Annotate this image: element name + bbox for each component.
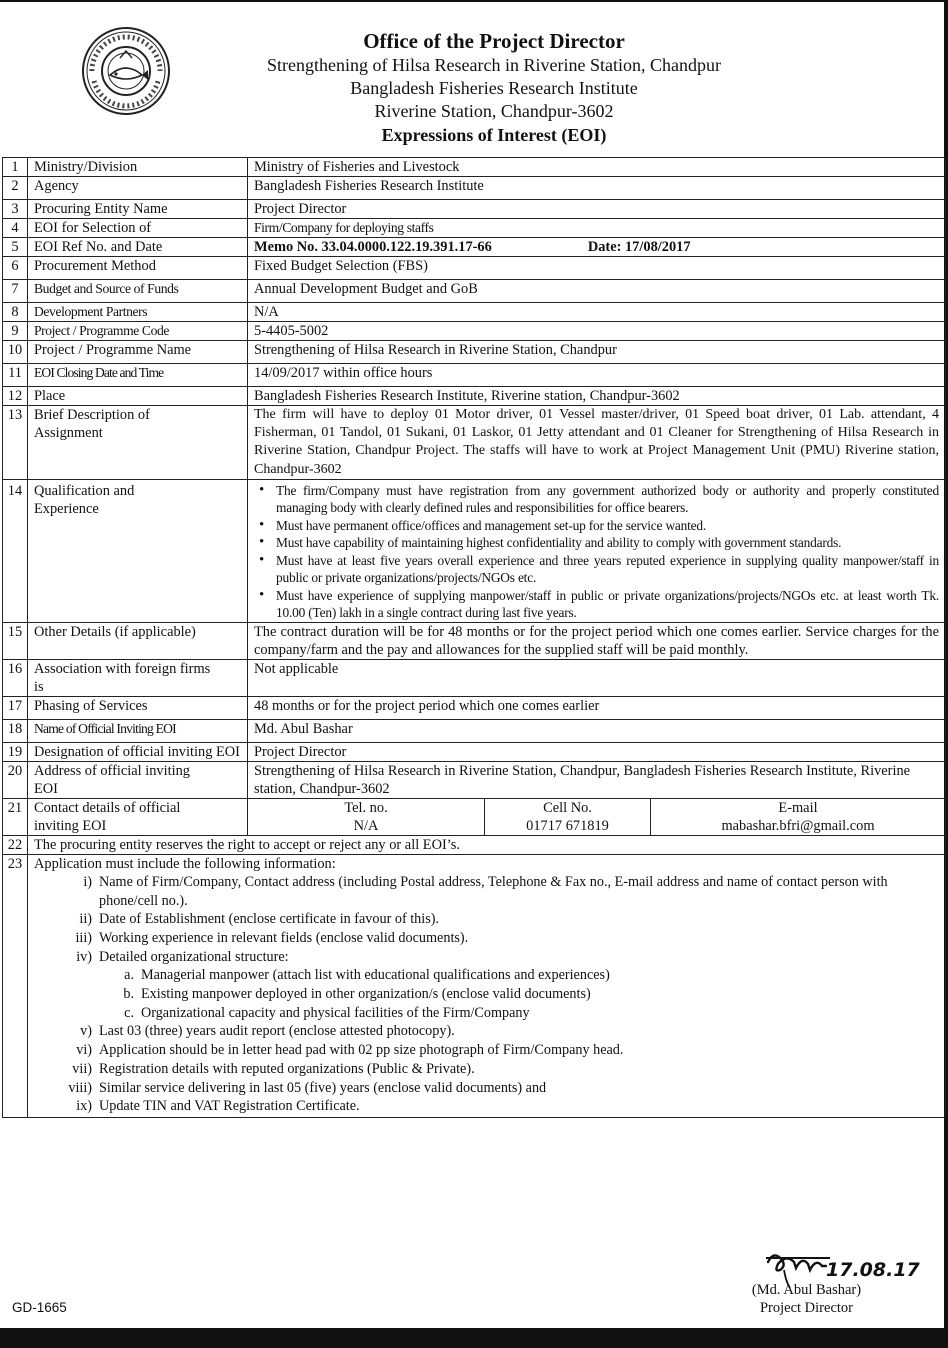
memo-date: Date: 17/08/2017 bbox=[587, 239, 691, 255]
row-value: Firm/Company for deploying staffs bbox=[248, 219, 946, 238]
table-row bbox=[3, 158, 946, 177]
row-value: Project Director bbox=[248, 200, 946, 219]
list-item: iv) Detailed organizational structure: a. Managerial manpower (attach list with educational qualifications and experiences) b. Existing manpower deployed in other organization/s (enclose valid documents) c. Organizational capacity and physical facilities of the Firm/Company bbox=[34, 948, 939, 1023]
row-value: Annual Development Budget and GoB bbox=[248, 280, 946, 303]
row-value: Not applicable bbox=[248, 659, 946, 696]
row-label: Association with foreign firms is bbox=[28, 659, 248, 696]
table-row bbox=[3, 177, 946, 200]
row-number: 9 bbox=[3, 322, 28, 341]
table-row bbox=[3, 280, 946, 303]
table-row bbox=[3, 659, 946, 696]
table-row bbox=[3, 742, 946, 761]
contact-grid bbox=[248, 799, 945, 835]
structure-sublist bbox=[99, 966, 939, 1022]
project-name: Strengthening of Hilsa Research in Riverine Station, Chandpur bbox=[267, 55, 721, 75]
row-value: Bangladesh Fisheries Research Institute bbox=[248, 177, 946, 200]
row-number: 1 bbox=[3, 158, 28, 177]
email-heading: E-mail bbox=[778, 799, 818, 816]
list-item: viii) Similar service delivering in last 05 (five) years (enclose valid documents) and bbox=[68, 1079, 547, 1096]
row-label: Phasing of Services bbox=[28, 696, 248, 719]
cell-value: 01717 671819 bbox=[526, 817, 609, 834]
row-value: The procuring entity reserves the right to accept or reject any or all EOI’s. bbox=[28, 835, 946, 854]
row-number: 6 bbox=[3, 257, 28, 280]
list-item: • Must have experience of supplying manpower/staff in public or private organizations/projects/NGOs etc. at least worth Tk. 10.00 (Ten) lakh in a single contract during last five years. bbox=[276, 587, 939, 622]
row-label: EOI Closing Date and Time bbox=[28, 364, 248, 387]
signatory bbox=[744, 1281, 869, 1317]
row-number: 3 bbox=[3, 200, 28, 219]
list-item: b. Existing manpower deployed in other organization/s (enclose valid documents) bbox=[123, 986, 591, 1003]
row-value: Project Director bbox=[248, 742, 946, 761]
row-label: Contact details of official inviting EOI bbox=[28, 798, 248, 835]
row-number: 16 bbox=[3, 659, 28, 696]
institute-name: Bangladesh Fisheries Research Institute bbox=[350, 78, 638, 98]
row-number: 23 bbox=[3, 854, 28, 1117]
requirements-list bbox=[34, 873, 939, 1116]
memo-number: Memo No. 33.04.0000.122.19.391.17-66 bbox=[254, 239, 492, 255]
row-value bbox=[248, 479, 946, 622]
signatory-name: (Md. Abul Bashar) bbox=[751, 1282, 862, 1298]
table-row bbox=[3, 719, 946, 742]
document-title: Expressions of Interest (EOI) bbox=[381, 125, 607, 145]
row-label: Address of official inviting EOI bbox=[28, 761, 248, 798]
list-item: iii) Working experience in relevant fields (enclose valid documents). bbox=[75, 929, 469, 946]
row-value: N/A bbox=[248, 303, 946, 322]
table-row bbox=[3, 303, 946, 322]
row-value: Fixed Budget Selection (FBS) bbox=[248, 257, 946, 280]
table-row bbox=[3, 322, 946, 341]
list-item: • The firm/Company must have registration from any government authorized body or authority and properly constituted managing body with clearly defined rules and responsibilities for office bearers. bbox=[276, 482, 939, 517]
row-number: 13 bbox=[3, 406, 28, 480]
table-row bbox=[3, 257, 946, 280]
row-label: Name of Official Inviting EOI bbox=[28, 719, 248, 742]
row-value: Strengthening of Hilsa Research in Riverine Station, Chandpur bbox=[248, 341, 946, 364]
table-row bbox=[3, 854, 946, 1117]
table-row bbox=[3, 200, 946, 219]
row-label: Project / Programme Name bbox=[28, 341, 248, 364]
table-row bbox=[3, 761, 946, 798]
row-number: 5 bbox=[3, 238, 28, 257]
list-item: a. Managerial manpower (attach list with educational qualifications and experiences) bbox=[124, 967, 610, 984]
row-number: 17 bbox=[3, 696, 28, 719]
row-value: The contract duration will be for 48 months or for the project period which one comes earlier. Service charges for the company/farm and the pay and allowances for the supplied staff will be paid monthly. bbox=[248, 622, 946, 659]
table-row bbox=[3, 219, 946, 238]
row-number: 18 bbox=[3, 719, 28, 742]
row-value: 48 months or for the project period which one comes earlier bbox=[248, 696, 946, 719]
tel-value: N/A bbox=[353, 817, 379, 834]
row-label: Designation of official inviting EOI bbox=[28, 742, 248, 761]
qualification-list bbox=[254, 482, 939, 622]
table-row bbox=[3, 622, 946, 659]
tel-heading: Tel. no. bbox=[344, 799, 388, 816]
row-value: 14/09/2017 within office hours bbox=[248, 364, 946, 387]
row-label: Agency bbox=[28, 177, 248, 200]
contact-email bbox=[651, 799, 945, 835]
list-item: • Must have capability of maintaining highest confidentiality and ability to comply with government standards. bbox=[276, 534, 939, 552]
page-edge bbox=[0, 0, 948, 2]
row-number: 14 bbox=[3, 479, 28, 622]
row-label: Qualification and Experience bbox=[28, 479, 248, 622]
list-item: v) Last 03 (three) years audit report (enclose attested photocopy). bbox=[80, 1023, 455, 1040]
list-item: i) Name of Firm/Company, Contact address (including Postal address, Telephone & Fax no., E-mail address and name of contact person with phone/cell no.). bbox=[83, 873, 888, 909]
office-title: Office of the Project Director bbox=[363, 29, 625, 53]
row-label: Budget and Source of Funds bbox=[28, 280, 248, 303]
table-row bbox=[3, 835, 946, 854]
row-label: Project / Programme Code bbox=[28, 322, 248, 341]
row-label: Place bbox=[28, 387, 248, 406]
contact-cell bbox=[485, 799, 651, 835]
signature-date: 17.08.17 bbox=[826, 1259, 920, 1281]
row-label: Ministry/Division bbox=[28, 158, 248, 177]
gd-code: GD-1665 bbox=[12, 1300, 67, 1315]
row-number: 19 bbox=[3, 742, 28, 761]
list-item: vii) Registration details with reputed organizations (Public & Private). bbox=[72, 1060, 475, 1077]
document-header bbox=[0, 28, 948, 147]
cell-heading: Cell No. bbox=[543, 799, 592, 816]
row-value: The firm will have to deploy 01 Motor driver, 01 Vessel master/driver, 01 Speed boat driver, 01 Lab. attendant, 4 Fisherman, 01 Tandol, 01 Sukani, 01 Laskor, 01 Jetty attendant and 01 Cleaner for Strengthening of Hilsa Research in Riverine Station, Chandpur Project. The staffs will have to work at Project Management Unit (PMU) Riverine station, Chandpur-3602 bbox=[248, 406, 946, 480]
row-number: 10 bbox=[3, 341, 28, 364]
list-item: • Must have at least five years overall experience and three years reputed experience in supplying quality manpower/staff in public or private organizations/projects/NGOs etc. bbox=[276, 552, 939, 587]
row-number: 11 bbox=[3, 364, 28, 387]
row-value: Md. Abul Bashar bbox=[248, 719, 946, 742]
row-number: 20 bbox=[3, 761, 28, 798]
row-value: Strengthening of Hilsa Research in Riverine Station, Chandpur, Bangladesh Fisheries Research Institute, Riverine station, Chandpur-3602 bbox=[248, 761, 946, 798]
row-number: 8 bbox=[3, 303, 28, 322]
row-number: 4 bbox=[3, 219, 28, 238]
signatory-title: Project Director bbox=[759, 1300, 853, 1316]
list-item: c. Organizational capacity and physical facilities of the Firm/Company bbox=[124, 1004, 530, 1021]
row-value bbox=[248, 238, 946, 257]
row-number: 22 bbox=[3, 835, 28, 854]
table-row bbox=[3, 798, 946, 835]
eoi-table bbox=[2, 157, 946, 1118]
email-value: mabashar.bfri@gmail.com bbox=[721, 817, 875, 834]
table-row bbox=[3, 238, 946, 257]
contact-tel bbox=[248, 799, 485, 835]
row-label: Procuring Entity Name bbox=[28, 200, 248, 219]
list-item: ii) Date of Establishment (enclose certificate in favour of this). bbox=[79, 911, 439, 928]
office-address: Riverine Station, Chandpur-3602 bbox=[374, 101, 614, 121]
row-number: 21 bbox=[3, 798, 28, 835]
row-label: Brief Description of Assignment bbox=[28, 406, 248, 480]
row-label: Procurement Method bbox=[28, 257, 248, 280]
application-requirements bbox=[28, 854, 946, 1117]
row-label: EOI for Selection of bbox=[28, 219, 248, 238]
list-item: vi) Application should be in letter head pad with 02 pp size photograph of Firm/Company head. bbox=[76, 1042, 624, 1059]
row-value: Bangladesh Fisheries Research Institute, Riverine station, Chandpur-3602 bbox=[248, 387, 946, 406]
table-row bbox=[3, 696, 946, 719]
row-number: 2 bbox=[3, 177, 28, 200]
row-number: 12 bbox=[3, 387, 28, 406]
row-label: EOI Ref No. and Date bbox=[28, 238, 248, 257]
row-label: Development Partners bbox=[28, 303, 248, 322]
table-row bbox=[3, 406, 946, 480]
table-row bbox=[3, 387, 946, 406]
row-value: Ministry of Fisheries and Livestock bbox=[248, 158, 946, 177]
row-label: Other Details (if applicable) bbox=[28, 622, 248, 659]
table-row bbox=[3, 364, 946, 387]
row-number: 15 bbox=[3, 622, 28, 659]
table-row bbox=[3, 341, 946, 364]
contact-details bbox=[248, 798, 946, 835]
row-number: 7 bbox=[3, 280, 28, 303]
list-item: ix) Update TIN and VAT Registration Certificate. bbox=[76, 1098, 360, 1115]
list-item: • Must have permanent office/offices and management set-up for the service wanted. bbox=[276, 517, 939, 535]
table-row bbox=[3, 479, 946, 622]
requirements-intro: Application must include the following information: bbox=[34, 855, 336, 872]
row-value: 5-4405-5002 bbox=[248, 322, 946, 341]
